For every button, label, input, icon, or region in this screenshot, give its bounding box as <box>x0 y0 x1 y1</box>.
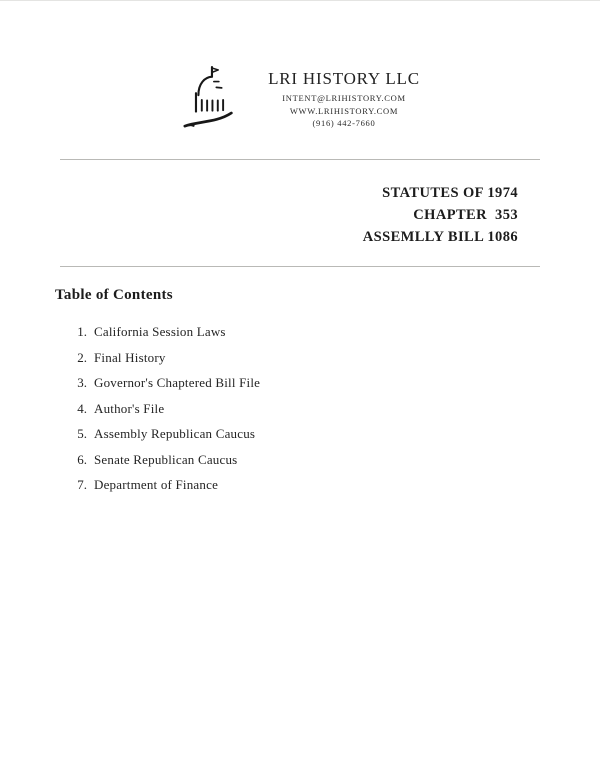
toc-item-label: Senate Republican Caucus <box>94 451 238 467</box>
toc-item <box>69 401 540 417</box>
toc-item-label: Final History <box>94 349 166 365</box>
table-of-contents <box>0 267 600 493</box>
toc-item <box>69 452 540 468</box>
company-phone: (916) 442-7660 <box>312 118 376 129</box>
toc-item-number: 3. <box>77 375 87 390</box>
toc-item <box>69 477 540 493</box>
assembly-bill-line: ASSEMLLY BILL 1086 <box>362 229 518 245</box>
company-email: INTENT@LRIHISTORY.COM <box>282 93 406 104</box>
toc-list <box>55 324 540 493</box>
letterhead-text <box>268 70 420 129</box>
document-identification <box>0 160 600 248</box>
toc-item-number: 6. <box>77 451 87 467</box>
letterhead <box>0 1 600 135</box>
toc-item-label: Author's File <box>94 400 165 416</box>
toc-item-number: 4. <box>77 400 87 416</box>
toc-item-number: 7. <box>77 477 87 492</box>
toc-item <box>69 350 540 366</box>
toc-item <box>69 324 540 340</box>
toc-item-number: 2. <box>77 349 87 365</box>
toc-item-number: 5. <box>77 426 87 441</box>
toc-title: Table of Contents <box>55 287 173 303</box>
toc-item <box>69 426 540 442</box>
toc-item <box>69 375 540 391</box>
toc-item-number: 1. <box>77 324 87 339</box>
company-name: LRI HISTORY LLC <box>268 68 420 88</box>
toc-item-label: Assembly Republican Caucus <box>94 426 256 441</box>
toc-item-label: Department of Finance <box>94 477 219 492</box>
toc-item-label: California Session Laws <box>94 324 226 339</box>
company-website: WWW.LRIHISTORY.COM <box>289 105 399 116</box>
statutes-line: STATUTES OF 1974 <box>382 185 518 201</box>
toc-item-label: Governor's Chaptered Bill File <box>94 375 261 390</box>
chapter-line: CHAPTER 353 <box>413 207 518 223</box>
capitol-sketch-icon <box>180 63 242 135</box>
